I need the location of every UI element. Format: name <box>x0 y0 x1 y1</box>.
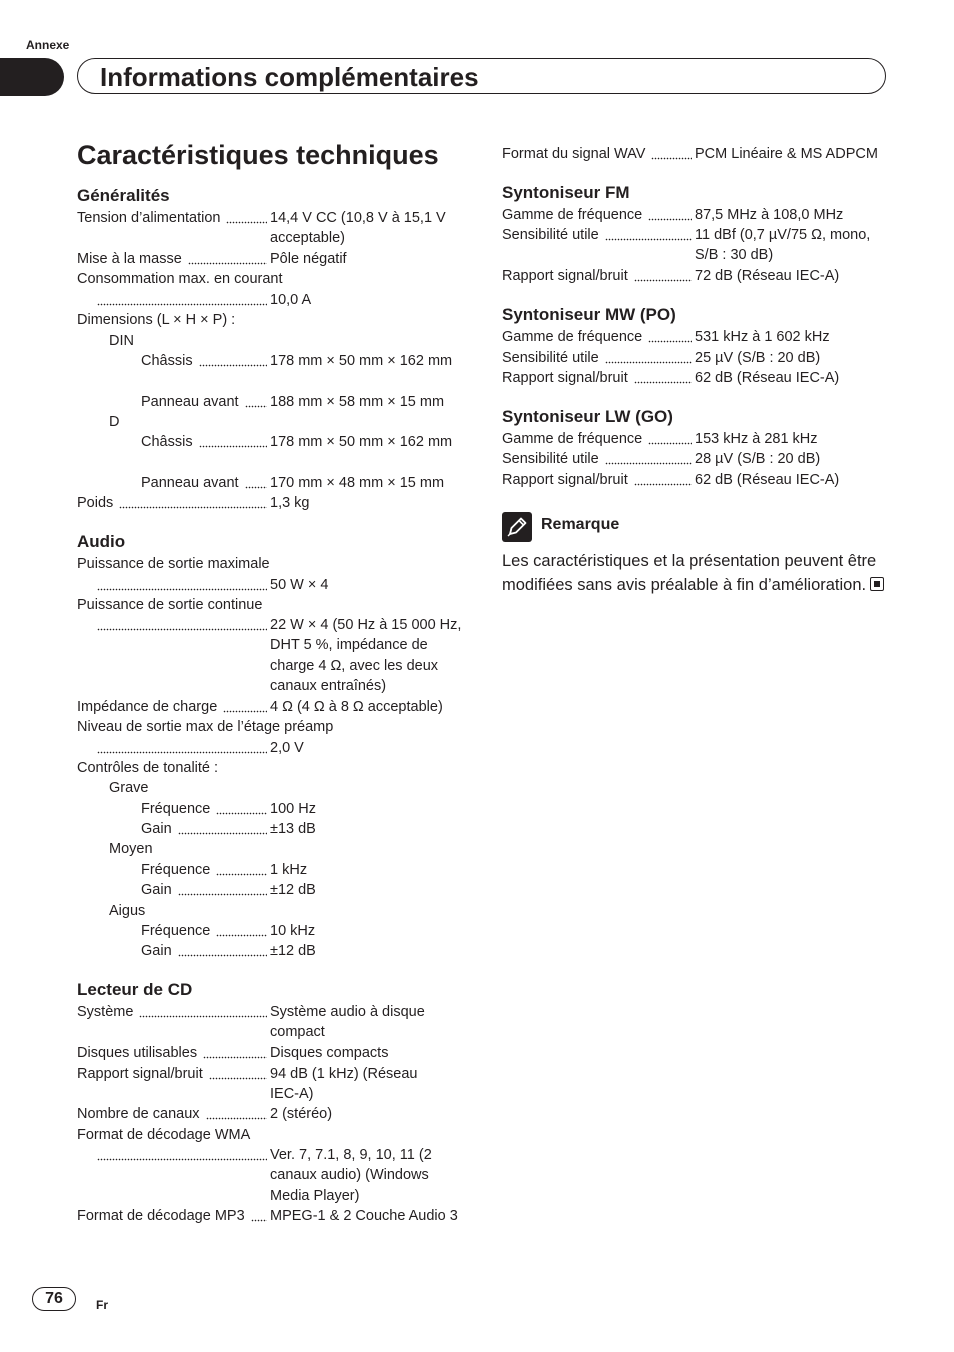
spec-value: ±12 dB <box>270 882 316 898</box>
spec-value: 22 W × 4 (50 Hz à 15 000 Hz, DHT 5 %, impédance de charge 4 Ω, avec les deux canaux entraînés) <box>270 617 462 695</box>
spec-value: 178 mm × 50 mm × 162 mm <box>270 353 453 369</box>
spec-value: 100 Hz <box>270 801 316 817</box>
spec-value: 62 dB (Réseau IEC-A) <box>695 370 840 386</box>
spec-value: Pôle négatif <box>270 251 347 267</box>
end-of-section-icon <box>870 577 884 591</box>
spec-label-pcont: Puissance de sortie continue <box>77 597 263 613</box>
spec-label: Sensibilité utile <box>502 450 599 467</box>
note-label: Remarque <box>541 516 620 533</box>
spec-label: Sensibilité utile <box>502 226 599 243</box>
spec-value: 62 dB (Réseau IEC-A) <box>695 472 840 488</box>
chapter-title: Informations complémentaires <box>100 62 479 92</box>
spec-label: Poids <box>77 494 114 511</box>
spec-value: 178 mm × 50 mm × 162 mm <box>270 434 453 450</box>
section-heading-audio: Audio <box>77 532 126 551</box>
section-heading-fm: Syntoniseur FM <box>502 183 630 202</box>
spec-label: Rapport signal/bruit <box>502 471 628 488</box>
spec-label: Gain <box>141 942 172 959</box>
spec-value: Système audio à disque compact <box>270 1004 425 1041</box>
spec-value: 87,5 MHz à 108,0 MHz <box>695 207 844 223</box>
spec-value: 531 kHz à 1 602 kHz <box>695 329 830 345</box>
spec-label: Mise à la masse <box>77 250 182 267</box>
spec-label: Format de décodage MP3 <box>77 1207 245 1224</box>
spec-label: Gamme de fréquence <box>502 328 643 345</box>
spec-label: Fréquence <box>141 922 211 939</box>
spec-label: Châssis <box>141 433 193 450</box>
spec-label: Tension d’alimentation <box>77 209 221 226</box>
section-heading-mw: Syntoniseur MW (PO) <box>502 305 676 324</box>
pencil-note-icon <box>502 512 532 542</box>
spec-label-tone: Contrôles de tonalité : <box>77 760 219 776</box>
chapter-header <box>77 58 886 94</box>
spec-value: 1 kHz <box>270 862 308 878</box>
spec-value: 94 dB (1 kHz) (Réseau IEC-A) <box>270 1066 418 1103</box>
note-body: Les caractéristiques et la présentation peuvent être modifiées sans avis préalable à fin d’amélioration. <box>502 552 877 594</box>
spec-value: PCM Linéaire & MS ADPCM <box>695 146 878 162</box>
spec-label-conso: Consommation max. en courant <box>77 271 283 287</box>
spec-label-wma: Format de décodage WMA <box>77 1127 251 1143</box>
spec-value: 2 (stéréo) <box>270 1106 333 1122</box>
spec-label: Rapport signal/bruit <box>502 369 628 386</box>
spec-value: ±12 dB <box>270 943 316 959</box>
language-code: Fr <box>96 1298 108 1312</box>
spec-value: 28 µV (S/B : 20 dB) <box>695 451 821 467</box>
spec-label: Format du signal WAV <box>502 145 646 162</box>
spec-label: Gain <box>141 881 172 898</box>
spec-label: Système <box>77 1003 134 1020</box>
section-tag: Annexe <box>26 38 70 52</box>
spec-value: 10,0 A <box>270 292 312 308</box>
spec-value: 188 mm × 58 mm × 15 mm <box>270 394 445 410</box>
spec-label: Gamme de fréquence <box>502 430 643 447</box>
spec-sublabel-d: D <box>109 414 120 430</box>
spec-value: ±13 dB <box>270 821 316 837</box>
spec-sublabel-din: DIN <box>109 333 134 349</box>
section-heading-cd: Lecteur de CD <box>77 980 193 999</box>
spec-label: Rapport signal/bruit <box>77 1065 203 1082</box>
spec-value: 72 dB (Réseau IEC-A) <box>695 268 840 284</box>
spec-value: 11 dBf (0,7 µV/75 Ω, mono, S/B : 30 dB) <box>695 227 871 264</box>
spec-label: Châssis <box>141 352 193 369</box>
note-text <box>502 549 892 597</box>
spec-label: Panneau avant <box>141 474 239 491</box>
spec-label-preamp: Niveau de sortie max de l’étage préamp <box>77 719 334 735</box>
spec-value: 4 Ω (4 Ω à 8 Ω acceptable) <box>270 699 443 715</box>
spec-label: Gamme de fréquence <box>502 206 643 223</box>
spec-label: Sensibilité utile <box>502 349 599 366</box>
section-heading-generalites: Généralités <box>77 186 170 205</box>
spec-value: 2,0 V <box>270 740 304 756</box>
spec-value: 10 kHz <box>270 923 316 939</box>
spec-label: Fréquence <box>141 861 211 878</box>
spec-value: Disques compacts <box>270 1045 389 1061</box>
spec-value: 50 W × 4 <box>270 577 329 593</box>
spec-value: MPEG-1 & 2 Couche Audio 3 <box>270 1208 458 1224</box>
section-heading-lw: Syntoniseur LW (GO) <box>502 407 673 426</box>
spec-label-dimensions: Dimensions (L × H × P) : <box>77 312 236 328</box>
spec-sublabel-moyen: Moyen <box>109 841 153 857</box>
page-number: 76 <box>32 1287 76 1311</box>
spec-sublabel-aigus: Aigus <box>109 903 146 919</box>
spec-label: Rapport signal/bruit <box>502 267 628 284</box>
spec-value: Ver. 7, 7.1, 8, 9, 10, 11 (2 canaux audio) (Windows Media Player) <box>270 1147 432 1204</box>
spec-label: Nombre de canaux <box>77 1105 200 1122</box>
page-title: Caractéristiques techniques <box>77 140 439 170</box>
spec-value: 25 µV (S/B : 20 dB) <box>695 350 821 366</box>
spec-label: Gain <box>141 820 172 837</box>
spec-sublabel-grave: Grave <box>109 780 149 796</box>
spec-label: Impédance de charge <box>77 698 218 715</box>
spec-label: Disques utilisables <box>77 1044 198 1061</box>
spec-value: 153 kHz à 281 kHz <box>695 431 818 447</box>
spec-label: Fréquence <box>141 800 211 817</box>
spec-value: 1,3 kg <box>270 495 310 511</box>
spec-value: 170 mm × 48 mm × 15 mm <box>270 475 445 491</box>
chapter-tab <box>0 58 64 96</box>
spec-label-pmax: Puissance de sortie maximale <box>77 556 270 572</box>
spec-value: 14,4 V CC (10,8 V à 15,1 V acceptable) <box>270 210 446 247</box>
spec-label: Panneau avant <box>141 393 239 410</box>
